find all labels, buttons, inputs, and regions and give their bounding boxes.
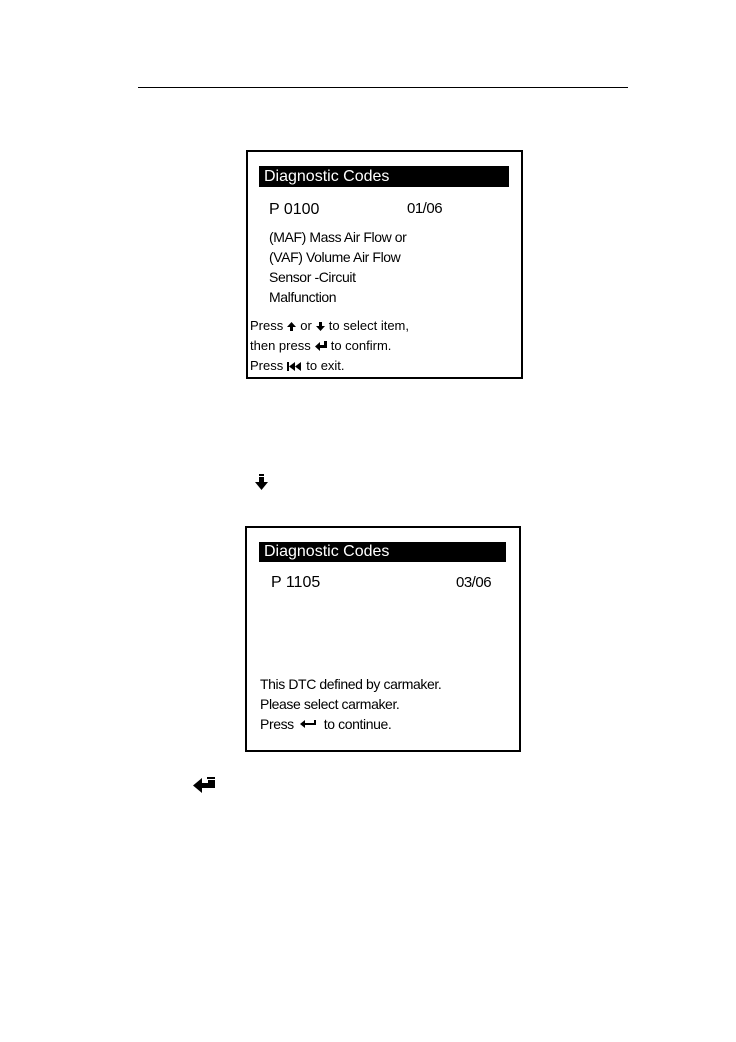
notice-text: to continue. <box>323 716 392 732</box>
instruction-line-confirm <box>250 336 409 356</box>
enter-icon <box>300 720 316 728</box>
instruction-line-select <box>250 316 409 336</box>
diagnostic-codes-screen-1 <box>246 150 523 379</box>
notice-line: Please select carmaker. <box>260 696 400 712</box>
description-line: Sensor -Circuit <box>269 269 356 285</box>
instruction-text: to exit. <box>306 358 345 373</box>
down-arrow-icon <box>255 474 268 495</box>
instruction-text: or <box>300 318 312 333</box>
up-arrow-icon <box>287 322 296 331</box>
instruction-line-exit <box>250 356 409 376</box>
down-arrow-icon <box>316 322 325 331</box>
screen-title: Diagnostic Codes <box>259 542 506 562</box>
instruction-text: then press <box>250 338 311 353</box>
description-line: Malfunction <box>269 289 337 305</box>
enter-icon <box>315 341 327 351</box>
diagnostic-codes-screen-2 <box>245 526 521 752</box>
dtc-code: P 0100 <box>269 201 320 218</box>
instruction-text: to select item, <box>328 318 409 333</box>
instruction-text: Press <box>250 318 284 333</box>
notice-line-continue <box>260 714 441 734</box>
dtc-code: P 1105 <box>271 574 321 591</box>
instruction-text: Press <box>250 358 284 373</box>
description-line: (VAF) Volume Air Flow <box>269 249 401 265</box>
instruction-text: to confirm. <box>330 338 392 353</box>
carmaker-notice <box>260 674 441 734</box>
header-rule <box>138 87 628 88</box>
instructions <box>250 316 409 376</box>
dtc-counter: 03/06 <box>456 574 492 591</box>
description-line: (MAF) Mass Air Flow or <box>269 229 407 245</box>
dtc-counter: 01/06 <box>407 200 443 217</box>
notice-line: This DTC defined by carmaker. <box>260 676 442 692</box>
enter-icon <box>193 777 215 798</box>
screen-title: Diagnostic Codes <box>259 166 509 187</box>
notice-text: Press <box>260 716 294 732</box>
rewind-exit-icon <box>287 362 302 371</box>
dtc-description <box>269 227 406 307</box>
